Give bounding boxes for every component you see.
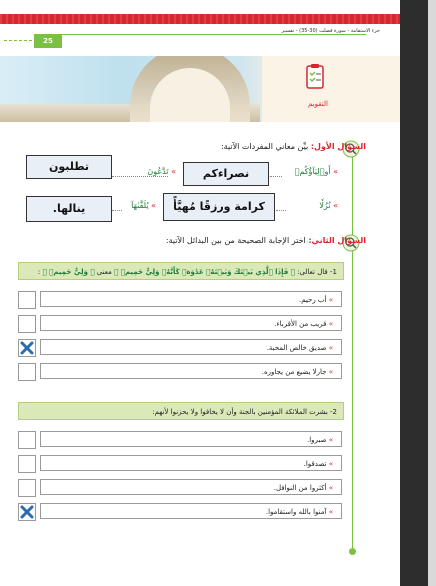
option-label[interactable]: » أب رحيم. xyxy=(40,291,342,307)
rail-end-dot xyxy=(349,548,356,555)
header-dash xyxy=(4,40,32,41)
evaluation-banner xyxy=(0,56,400,122)
option-label[interactable]: » جارلا يضيع من يجاوره. xyxy=(40,363,342,379)
subquestion1-term: ﴿ وَلِيٌّ حَمِيمٞ ﴾ xyxy=(42,268,95,276)
option-label[interactable]: » قريب من الأقرباء. xyxy=(40,315,342,331)
option-checkbox[interactable] xyxy=(18,455,36,473)
vocab-item-3: » نُزُلٗا xyxy=(319,201,338,210)
running-header: جزء الاستقامة - سورة فصلت (30-35) - تفسير xyxy=(281,28,380,34)
option-row xyxy=(18,479,344,497)
evaluation-label: التقويم xyxy=(308,100,328,108)
option-checkbox[interactable] xyxy=(18,315,36,333)
option-label[interactable]: » صبروا. xyxy=(40,431,342,447)
option-row xyxy=(18,315,344,333)
dotted-line xyxy=(112,210,122,211)
vocab-item-2: » تَدَّعُونَ xyxy=(147,167,176,176)
option-checkbox[interactable] xyxy=(18,479,36,497)
option-label[interactable]: » تصدقوا. xyxy=(40,455,342,471)
option-row xyxy=(18,503,344,521)
option-row xyxy=(18,339,344,357)
vocab-word-3: نُزُلٗا xyxy=(319,201,331,210)
option-label[interactable]: » أكثروا من النوافل. xyxy=(40,479,342,495)
question2-label: السؤال الثاني: xyxy=(308,236,366,245)
dotted-line xyxy=(112,176,168,177)
subquestion1-middle: معنى xyxy=(96,268,112,276)
vocab-item-4: » يُلَقَّىٰهَآ xyxy=(131,201,156,210)
option-checkbox[interactable] xyxy=(18,503,36,521)
option-row xyxy=(18,291,344,309)
dotted-line xyxy=(276,210,286,211)
option-row xyxy=(18,431,344,449)
question1-label: السؤال الأول: xyxy=(310,142,366,151)
question2-heading xyxy=(166,236,366,245)
question1-text: بيِّن معاني المفردات الآتية: xyxy=(220,142,309,151)
option-checkbox[interactable] xyxy=(18,339,36,357)
subquestion1-bar xyxy=(18,262,344,280)
vocab-item-1: » أَوۡلِيَآؤُكُمۡ xyxy=(294,167,338,176)
vocab-word-2: تَدَّعُونَ xyxy=(147,167,169,176)
option-row xyxy=(18,363,344,381)
subquestion2-bar xyxy=(18,402,344,420)
vocab-answer-4[interactable]: ينالها. xyxy=(26,196,112,222)
x-mark-icon xyxy=(20,341,34,355)
vocab-answer-2[interactable]: تطلبون xyxy=(26,155,112,179)
option-checkbox[interactable] xyxy=(18,431,36,449)
header-rule xyxy=(36,34,366,35)
page-number: 25 xyxy=(34,34,62,48)
x-mark-icon xyxy=(20,505,34,519)
banner-cream-panel xyxy=(262,56,400,122)
viewer-scrollbar[interactable] xyxy=(428,0,436,586)
top-decorative-stripe xyxy=(0,14,400,24)
subquestion2-text: 2- بشرت الملائكة المؤمنين بالجنة وأن لا يخافوا ولا يحزنوا لأنهم: xyxy=(152,408,337,416)
question1-heading xyxy=(221,142,366,151)
option-checkbox[interactable] xyxy=(18,291,36,309)
clipboard-checklist-icon xyxy=(300,62,330,92)
question-rail xyxy=(352,146,353,552)
option-checkbox[interactable] xyxy=(18,363,36,381)
option-row xyxy=(18,455,344,473)
subquestion1-prefix: 1- قال تعالى: xyxy=(297,268,337,276)
vocab-answer-1[interactable]: نصراءكم xyxy=(183,162,269,186)
option-label[interactable]: » آمنوا بالله واستقاموا. xyxy=(40,503,342,519)
subquestion1-verse: ﴿ فَإِذَا ٱلَّذِي بَيۡنَكَ وَبَيۡنَهُۥ عَدَٰوَةٞ كَأَنَّهُۥ وَلِيٌّ حَمِيمٞ ﴾ xyxy=(114,268,295,276)
vocab-word-4: يُلَقَّىٰهَآ xyxy=(131,201,149,210)
vocab-answer-3[interactable]: كرامة ورزقًا مُهيَّأً xyxy=(163,193,275,221)
question2-text: اختر الإجابة الصحيحة من بين البدائل الآتية: xyxy=(165,236,306,245)
dotted-line xyxy=(270,176,282,177)
subquestion1-suffix: : xyxy=(37,268,41,276)
vocab-word-1: أَوۡلِيَآؤُكُمۡ xyxy=(294,167,331,176)
option-label[interactable]: » صديق خالص المحبة. xyxy=(40,339,342,355)
